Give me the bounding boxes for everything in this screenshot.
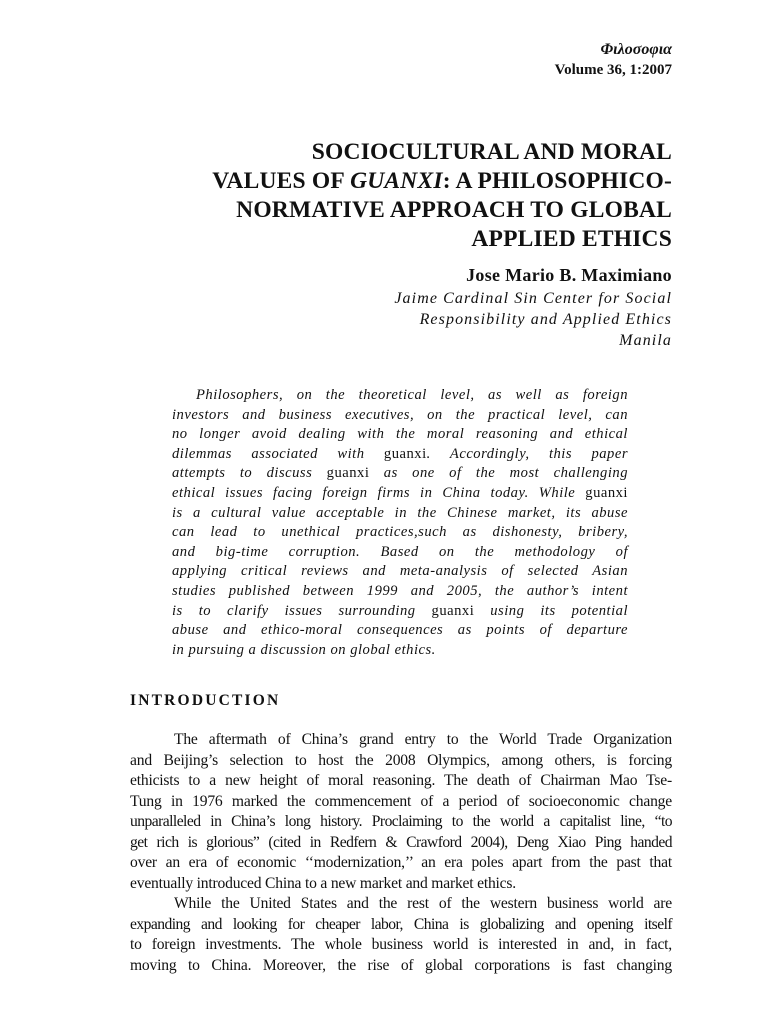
paper-title xyxy=(120,138,672,254)
abstract xyxy=(172,386,628,660)
body-line: eventually introduced China to a new market and market ethics. xyxy=(130,874,516,892)
body-line: Tung in 1976 marked the commencement of a period of socioeconomic change xyxy=(130,792,672,810)
abstract-text: studies published between 1999 and 2005, the author’s intent xyxy=(172,582,628,599)
abstract-term-guanxi: guanxi xyxy=(383,445,427,462)
abstract-text: is to clarify issues surrounding xyxy=(172,602,432,619)
body-line: expanding and looking for cheaper labor, China is globalizing and opening itself xyxy=(130,915,672,933)
abstract-text: and big-time corruption. Based on the methodology of xyxy=(172,543,628,560)
abstract-text: abuse and ethico-moral consequences as points of departure xyxy=(172,622,628,639)
body-line: The aftermath of China’s grand entry to the World Trade Organization xyxy=(174,731,672,748)
abstract-text: ethical issues facing foreign firms in China today. While xyxy=(172,484,586,501)
abstract-line xyxy=(172,602,628,622)
abstract-line xyxy=(172,464,628,484)
body-line: over an era of economic ‘‘modernization,’’ an era poles apart from the past that xyxy=(130,854,672,871)
body-line: ethicists to a new height of moral reasoning. The death of Chairman Mao Tse- xyxy=(130,772,672,789)
abstract-term-guanxi: guanxi xyxy=(431,602,475,619)
abstract-text: . Accordingly, this paper xyxy=(426,445,628,462)
abstract-line xyxy=(172,386,628,406)
title-line: SOCIOCULTURAL AND MORAL xyxy=(311,139,672,165)
body-line: unparalleled in China’s long history. Proclaiming to the world a capitalist line, “to xyxy=(130,813,672,830)
abstract-text: dilemmas associated with xyxy=(172,445,384,462)
abstract-line xyxy=(172,582,628,602)
section-body xyxy=(130,730,672,976)
journal-volume: Volume 36, 1:2007 xyxy=(554,62,672,78)
abstract-line xyxy=(172,406,628,426)
abstract-text: in pursuing a discussion on global ethics. xyxy=(172,641,436,658)
abstract-line xyxy=(172,621,628,641)
body-line: While the United States and the rest of the western business world are xyxy=(174,895,672,912)
title-line: NORMATIVE APPROACH TO GLOBAL xyxy=(236,197,672,223)
abstract-text: as one of the most challenging xyxy=(369,465,628,482)
abstract-line xyxy=(172,543,628,563)
title-italic-term: GUANXI xyxy=(350,168,443,194)
journal-name: Φιλοσοφια xyxy=(600,41,672,58)
abstract-text: attempts to discuss xyxy=(172,465,327,482)
abstract-line xyxy=(172,484,628,504)
abstract-line xyxy=(172,562,628,582)
journal-header xyxy=(555,40,672,80)
abstract-text: can lead to unethical practices,such as dishonesty, bribery, xyxy=(172,524,628,541)
abstract-term-guanxi: guanxi xyxy=(585,484,628,501)
abstract-text: Philosophers, on the theoretical level, as well as foreign xyxy=(196,387,628,403)
affiliation-line: Responsibility and Applied Ethics xyxy=(419,311,672,328)
abstract-line xyxy=(172,523,628,543)
body-line: and Beijing’s selection to host the 2008 Olympics, among others, is forcing xyxy=(130,751,672,769)
title-text: : A PHILOSOPHICO- xyxy=(442,168,672,194)
abstract-term-guanxi: guanxi xyxy=(326,465,370,482)
abstract-text: is a cultural value acceptable in the Chinese market, its abuse xyxy=(172,504,628,521)
body-line: to foreign investments. The whole business world is interested in and, in fact, xyxy=(130,936,672,953)
abstract-text: no longer avoid dealing with the moral reasoning and ethical xyxy=(172,426,628,443)
body-line: get rich is glorious” (cited in Redfern & Crawford 2004), Deng Xiao Ping handed xyxy=(130,833,672,851)
abstract-text: using its potential xyxy=(474,602,628,619)
abstract-line xyxy=(172,445,628,465)
title-line: APPLIED ETHICS xyxy=(471,226,672,252)
title-line xyxy=(120,167,672,196)
affiliation-line: Jaime Cardinal Sin Center for Social xyxy=(394,290,672,307)
author-affiliation xyxy=(394,288,672,351)
abstract-text: applying critical reviews and meta-analysis of selected Asian xyxy=(172,563,628,580)
abstract-text: investors and business executives, on the practical level, can xyxy=(172,406,628,423)
affiliation-line: Manila xyxy=(619,332,672,349)
abstract-line xyxy=(172,504,628,524)
title-text: VALUES OF xyxy=(212,168,351,194)
abstract-line xyxy=(172,425,628,445)
abstract-line xyxy=(172,641,628,661)
author-name: Jose Mario B. Maximiano xyxy=(466,265,672,285)
section-heading: INTRODUCTION xyxy=(130,692,281,709)
body-line: moving to China. Moreover, the rise of global corporations is fast changing xyxy=(130,956,672,974)
